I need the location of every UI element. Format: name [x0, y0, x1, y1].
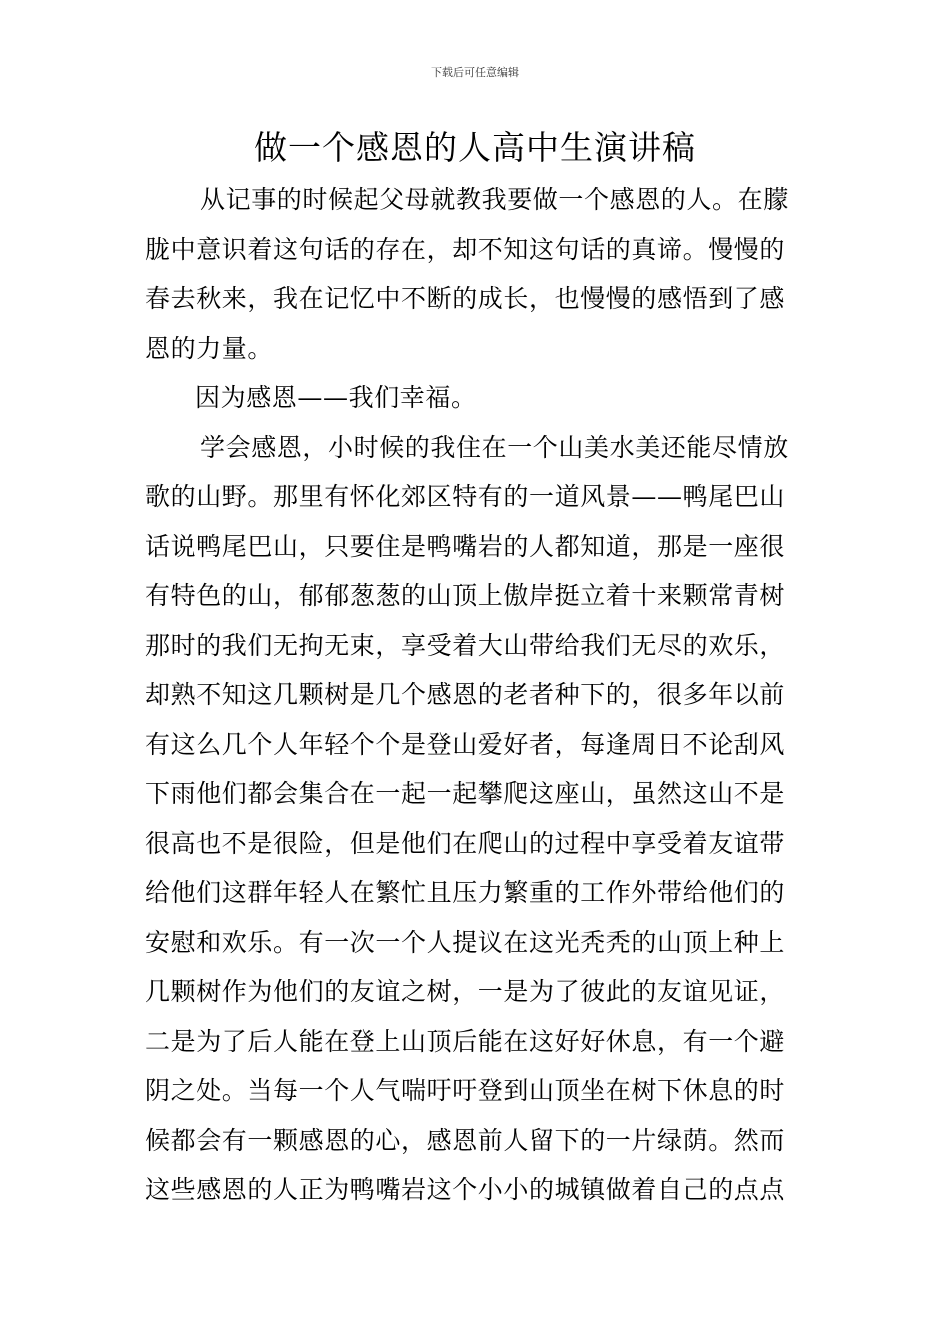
- paragraph: [145, 175, 805, 373]
- text-line: 有特色的山，郁郁葱葱的山顶上傲岸挺立着十来颗常青树: [145, 581, 786, 610]
- text-line: 几颗树作为他们的友谊之树，一是为了彼此的友谊见证，: [145, 977, 786, 1006]
- text-line: 候都会有一颗感恩的心，感恩前人留下的一片绿荫。然而: [145, 1125, 786, 1155]
- text-line: 学会感恩，小时候的我住在一个山美水美还能尽情放: [200, 432, 789, 462]
- document-title: 做一个感恩的人高中生演讲稿: [254, 128, 696, 167]
- header-note: 下载后可任意编辑: [431, 66, 519, 79]
- text-line: 胧中意识着这句话的存在，却不知这句话的真谛。慢慢的: [145, 234, 786, 264]
- paragraph: [145, 423, 805, 1215]
- text-line: 阴之处。当每一个人气喘吁吁登到山顶坐在树下休息的时: [145, 1076, 786, 1105]
- text-line: 因为感恩——我们幸福。: [195, 383, 477, 412]
- text-line: 从记事的时候起父母就教我要做一个感恩的人。在朦: [200, 185, 789, 214]
- document-body: [145, 175, 805, 1215]
- text-line: 话说鸭尾巴山，只要住是鸭嘴岩的人都知道，那是一座很: [145, 531, 786, 561]
- text-line: 那时的我们无拘无束，享受着大山带给我们无尽的欢乐，: [145, 630, 786, 660]
- text-line: 这些感恩的人正为鸭嘴岩这个小小的城镇做着自己的点点: [145, 1175, 786, 1204]
- text-line: 二是为了后人能在登上山顶后能在这好好休息，有一个避: [145, 1026, 786, 1056]
- text-line: 安慰和欢乐。有一次一个人提议在这光秃秃的山顶上种上: [145, 927, 786, 957]
- paragraph: [145, 373, 805, 423]
- text-line: 有这么几个人年轻个个是登山爱好者，每逢周日不论刮风: [145, 729, 786, 759]
- text-line: 歌的山野。那里有怀化郊区特有的一道风景——鸭尾巴山: [145, 482, 786, 511]
- text-line: 恩的力量。: [145, 333, 274, 363]
- text-line: 下雨他们都会集合在一起一起攀爬这座山，虽然这山不是: [145, 779, 786, 808]
- text-line: 很高也不是很险，但是他们在爬山的过程中享受着友谊带: [145, 828, 786, 858]
- text-line: 春去秋来，我在记忆中不断的成长，也慢慢的感悟到了感: [145, 284, 786, 313]
- text-line: 却熟不知这几颗树是几个感恩的老者种下的，很多年以前: [145, 680, 786, 709]
- text-line: 给他们这群年轻人在繁忙且压力繁重的工作外带给他们的: [145, 878, 786, 907]
